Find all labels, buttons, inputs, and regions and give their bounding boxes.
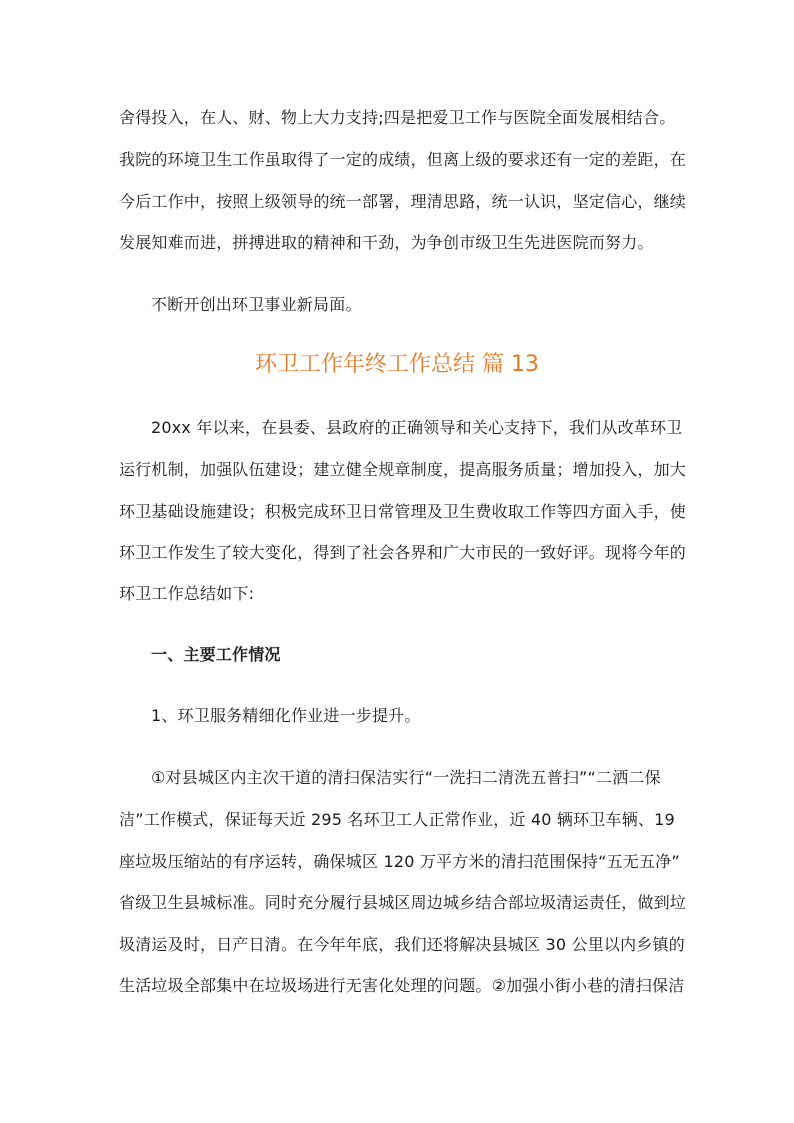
paragraph-line: 发展知难而进，拼搏进取的精神和干劲，为争创市级卫生先进医院而努力。 [119,233,654,252]
paragraph-line: 我院的环境卫生工作虽取得了一定的成绩，但离上级的要求还有一定的差距，在 [119,150,687,169]
section-title: 环卫工作年终工作总结 篇 13 [255,352,539,377]
paragraph-line: 圾清运及时，日产日清。在今年年底，我们还将解决县城区 30 公里以内乡镇的 [119,935,685,954]
paragraph-line: 不断开创出环卫事业新局面。 [151,295,362,314]
paragraph-line: 环卫工作发生了较大变化，得到了社会各界和广大市民的一致好评。现将今年的 [119,543,687,562]
paragraph-line: 运行机制，加强队伍建设；建立健全规章制度，提高服务质量；增加投入，加大 [119,460,687,479]
paragraph-line: 座垃圾压缩站的有序运转，确保城区 120 万平方米的清扫范围保持“五无五净” [119,852,680,871]
paragraph-line: ①对县城区内主次干道的清扫保洁实行“一洗扫二清洗五普扫”“二洒二保 [151,768,661,787]
paragraph-line: 20xx 年以来，在县委、县政府的正确领导和关心支持下，我们从改革环卫 [151,418,683,437]
paragraph-line: 洁”工作模式，保证每天近 295 名环卫工人正常作业，近 40 辆环卫车辆、19 [119,810,675,829]
paragraph-line: 今后工作中，按照上级领导的统一部署，理清思路，统一认识，坚定信心，继续 [119,192,687,211]
paragraph-line: 生活垃圾全部集中在垃圾场进行无害化处理的问题。②加强小街小巷的清扫保洁 [119,976,685,995]
paragraph-line: 环卫工作总结如下: [119,584,255,603]
paragraph-line: 舍得投入，在人、财、物上大力支持;四是把爱卫工作与医院全面发展相结合。 [119,108,676,127]
item-heading: 1、环卫服务精细化作业进一步提升。 [151,706,421,725]
paragraph-line: 省级卫生县城标准。同时充分履行县城区周边城乡结合部垃圾清运责任，做到垃 [119,893,687,912]
subsection-heading: 一、主要工作情况 [151,645,281,664]
paragraph-line: 环卫基础设施建设；积极完成环卫日常管理及卫生费收取工作等四方面入手，使 [119,502,687,521]
